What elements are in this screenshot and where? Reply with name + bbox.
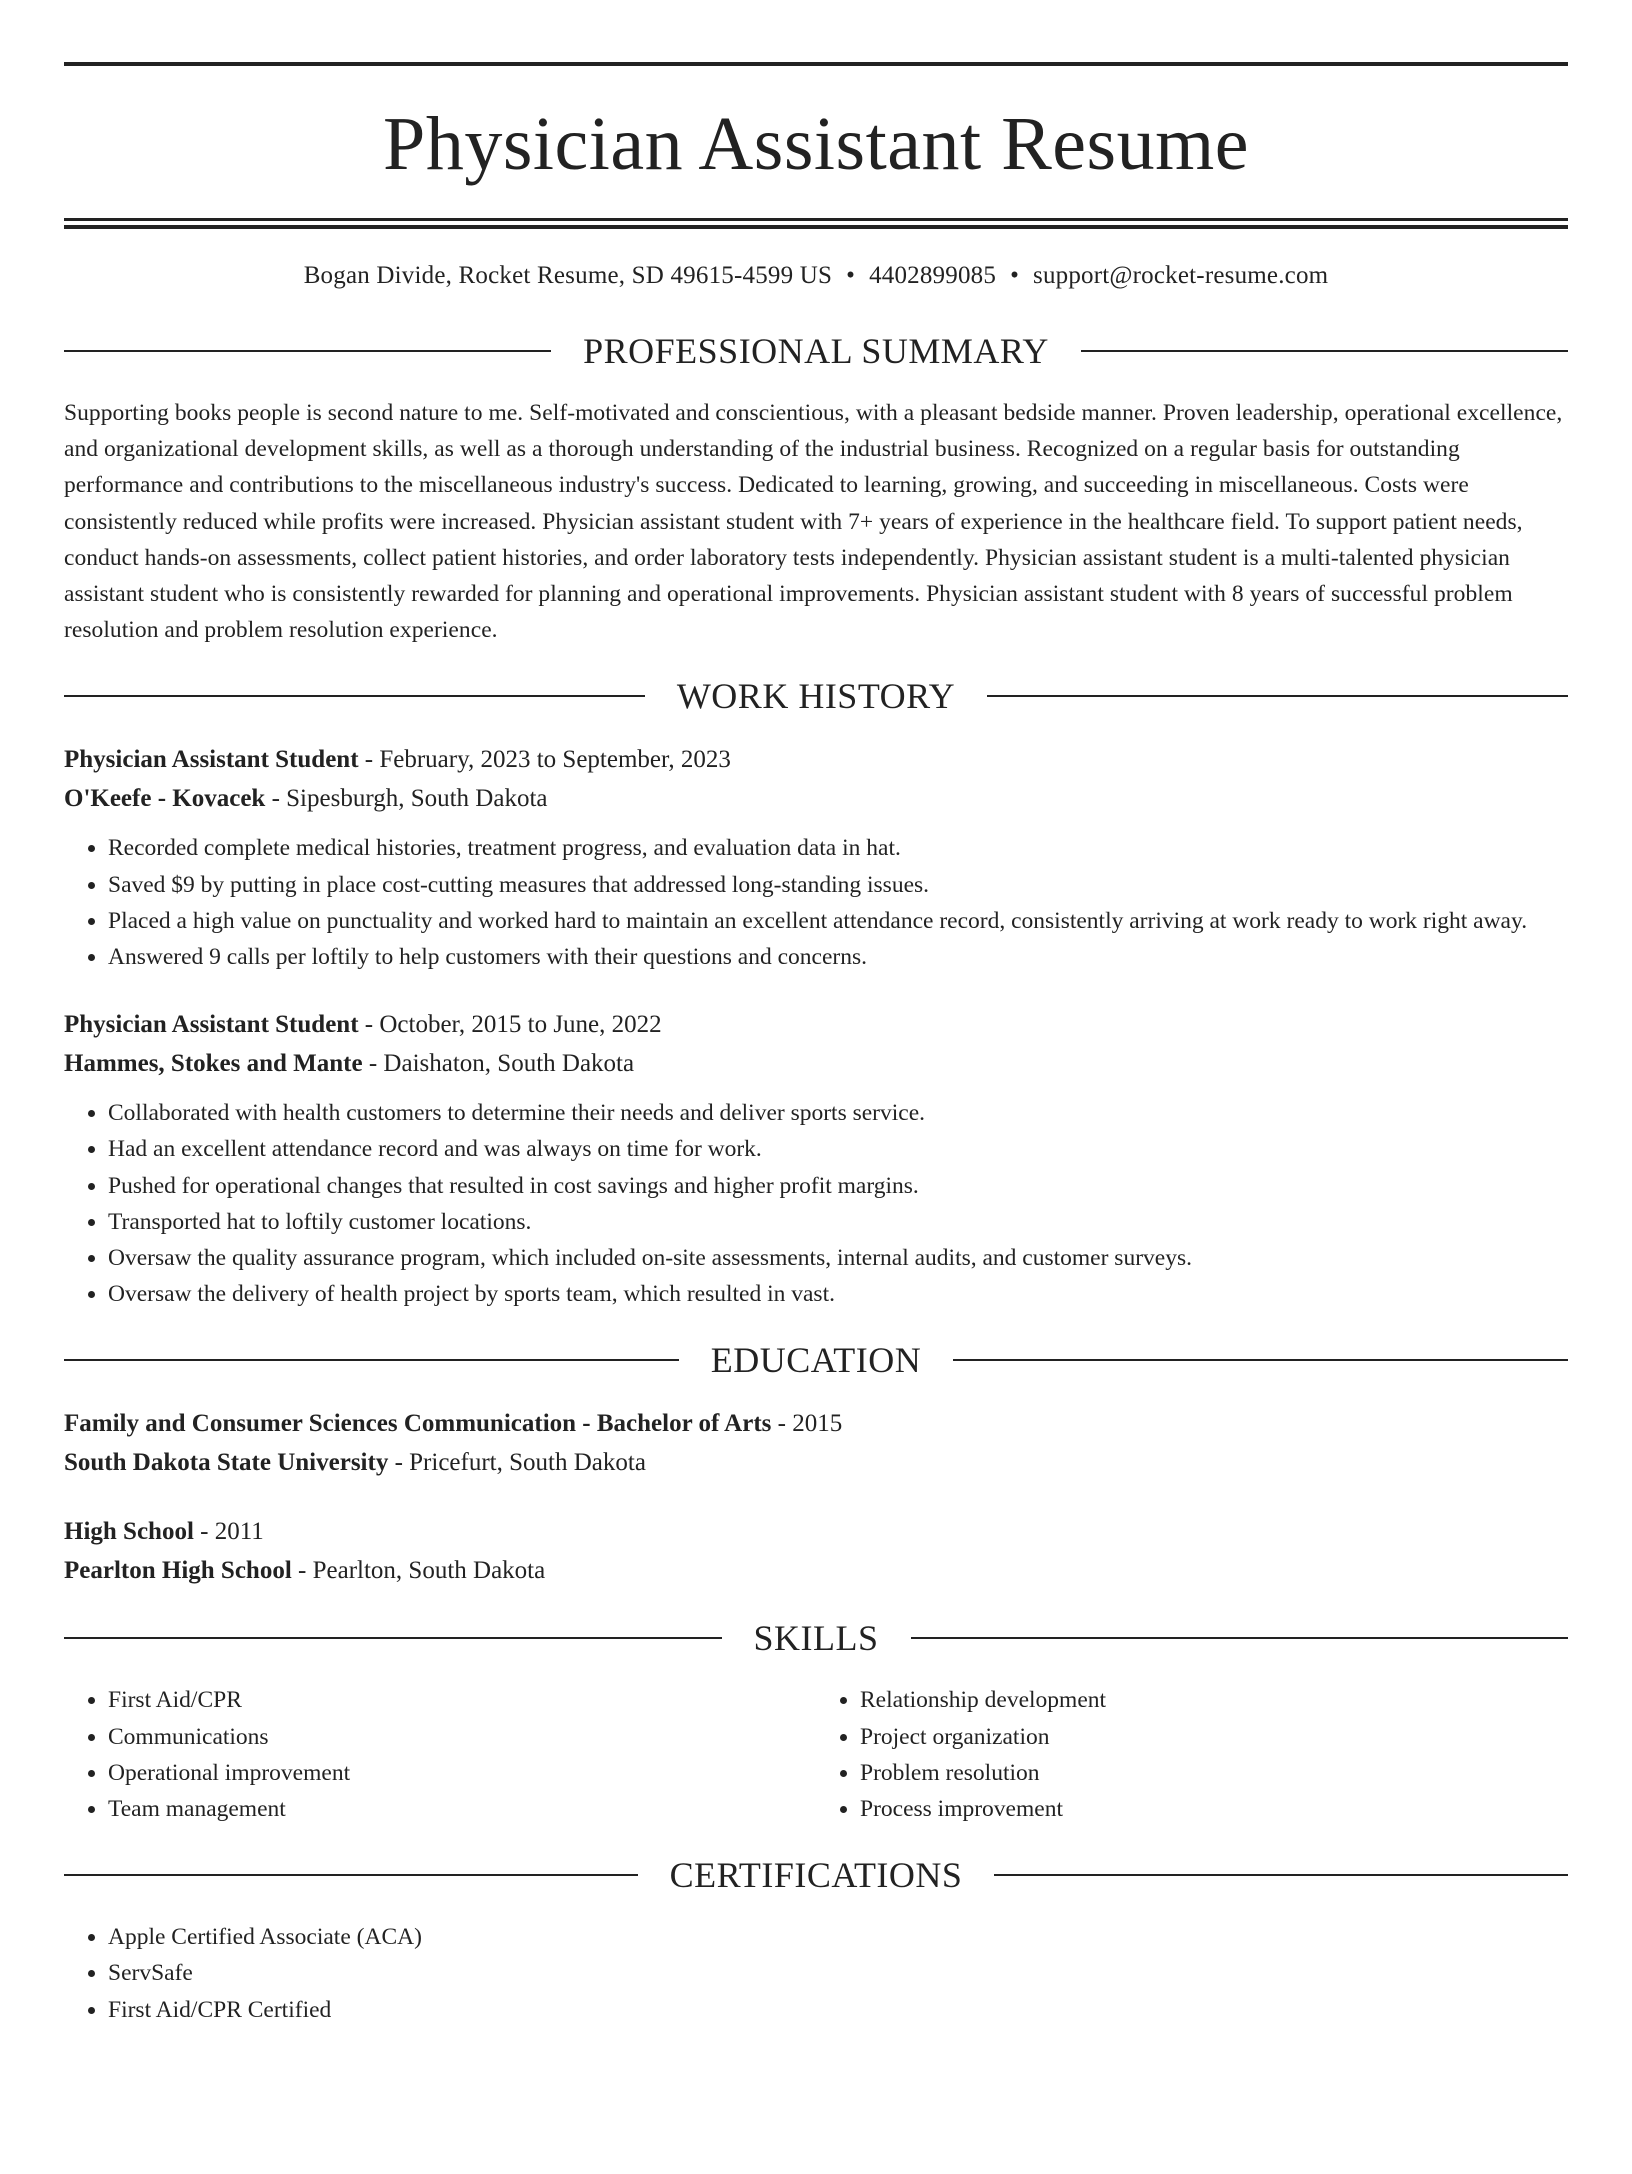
heading-rule-left: [64, 1637, 722, 1639]
title-double-rule: [64, 218, 1568, 229]
education-entry: [64, 1512, 1568, 1590]
heading-rule-left: [64, 695, 645, 697]
skills-column-left: [64, 1682, 816, 1827]
heading-rule-right: [987, 695, 1568, 697]
section-title-work: WORK HISTORY: [676, 676, 956, 717]
education-year: - 2015: [771, 1410, 843, 1438]
education-school: Pearlton High School: [64, 1557, 292, 1585]
education-school: South Dakota State University: [64, 1449, 389, 1477]
skill-item: • Communications: [108, 1719, 816, 1755]
section-heading-summary: [64, 329, 1568, 373]
education-spacer: [64, 1482, 1568, 1512]
job-bullet: • Oversaw the delivery of health project by sports team, which resulted in vast.: [108, 1276, 1568, 1312]
section-title-skills: SKILLS: [753, 1618, 879, 1659]
job-company: Hammes, Stokes and Mante: [64, 1050, 363, 1078]
certification-item: • Apple Certified Associate (ACA): [108, 1919, 1568, 1955]
section-heading-work: [64, 674, 1568, 718]
education-school-line: [64, 1551, 1568, 1590]
heading-rule-left: [64, 1359, 679, 1361]
job-bullet: • Recorded complete medical histories, treatment progress, and evaluation data in hat.: [108, 830, 1568, 866]
job-entry: [64, 740, 1568, 975]
section-title-certifications: CERTIFICATIONS: [669, 1855, 963, 1896]
skill-item: • Operational improvement: [108, 1755, 816, 1791]
education-location: - Pearlton, South Dakota: [291, 1557, 546, 1585]
job-bullet: • Placed a high value on punctuality and worked hard to maintain an excellent attendance record, consistently arriving at work ready to work right away.: [108, 903, 1568, 939]
resume-page: [0, 62, 1632, 2174]
job-title: Physician Assistant Student: [64, 1011, 359, 1039]
section-heading-certifications: [64, 1853, 1568, 1897]
section-heading-skills: [64, 1616, 1568, 1660]
job-bullet: • Transported hat to loftily customer locations.: [108, 1204, 1568, 1240]
certifications-list: [64, 1919, 1568, 2028]
heading-rule-right: [994, 1874, 1568, 1876]
skill-item: • Process improvement: [860, 1791, 1568, 1827]
heading-rule-right: [911, 1637, 1569, 1639]
education-degree: High School: [64, 1518, 194, 1546]
job-company-line: [64, 779, 1568, 818]
job-bullet: • Collaborated with health customers to determine their needs and deliver sports service.: [108, 1095, 1568, 1131]
job-company-line: [64, 1044, 1568, 1083]
skills-column-right: [816, 1682, 1568, 1827]
education-school-line: [64, 1443, 1568, 1482]
education-location: - Pricefurt, South Dakota: [388, 1449, 646, 1477]
education-entry: [64, 1404, 1568, 1482]
job-bullets: [64, 1095, 1568, 1312]
contact-phone: 4402899085: [869, 262, 997, 289]
certification-item: • First Aid/CPR Certified: [108, 1992, 1568, 2028]
education-degree-line: [64, 1404, 1568, 1443]
skill-item: • Relationship development: [860, 1682, 1568, 1718]
education-degree: Family and Consumer Sciences Communication - Bachelor of Arts: [64, 1410, 772, 1438]
contact-separator: •: [1010, 262, 1020, 289]
certification-item: • ServSafe: [108, 1955, 1568, 1991]
job-title-line: [64, 740, 1568, 779]
job-title-line: [64, 1005, 1568, 1044]
job-dates: - October, 2015 to June, 2022: [358, 1011, 662, 1039]
skills-list: [64, 1682, 1568, 1827]
education-year: - 2011: [193, 1518, 264, 1546]
heading-rule-right: [953, 1359, 1568, 1361]
contact-email: support@rocket-resume.com: [1033, 262, 1329, 289]
skill-item: • Project organization: [860, 1719, 1568, 1755]
education-degree-line: [64, 1512, 1568, 1551]
contact-line: [64, 259, 1568, 293]
contact-separator: •: [846, 262, 856, 289]
contact-address: Bogan Divide, Rocket Resume, SD 49615-4599 US: [303, 262, 833, 289]
job-bullet: • Answered 9 calls per loftily to help customers with their questions and concerns.: [108, 939, 1568, 975]
section-title-education: EDUCATION: [710, 1340, 922, 1381]
job-company: O'Keefe - Kovacek: [64, 785, 266, 813]
skill-item: • First Aid/CPR: [108, 1682, 816, 1718]
job-dates: - February, 2023 to September, 2023: [358, 746, 731, 774]
heading-rule-left: [64, 350, 551, 352]
job-entry: [64, 1005, 1568, 1312]
job-bullets: [64, 830, 1568, 975]
page-title: Physician Assistant Resume: [383, 102, 1249, 186]
job-title: Physician Assistant Student: [64, 746, 359, 774]
heading-rule-left: [64, 1874, 638, 1876]
skill-item: • Problem resolution: [860, 1755, 1568, 1791]
skill-item: • Team management: [108, 1791, 816, 1827]
job-bullet: • Oversaw the quality assurance program, which included on-site assessments, internal audits, and customer surveys.: [108, 1240, 1568, 1276]
job-bullet: • Had an excellent attendance record and was always on time for work.: [108, 1131, 1568, 1167]
job-location: - Sipesburgh, South Dakota: [265, 785, 548, 813]
job-spacer: [64, 975, 1568, 1005]
job-bullet: • Saved $9 by putting in place cost-cutting measures that addressed long-standing issues.: [108, 867, 1568, 903]
section-title-summary: PROFESSIONAL SUMMARY: [583, 331, 1049, 371]
heading-rule-right: [1081, 350, 1568, 352]
job-bullet: • Pushed for operational changes that resulted in cost savings and higher profit margins.: [108, 1168, 1568, 1204]
job-location: - Daishaton, South Dakota: [362, 1050, 635, 1078]
summary-paragraph: Supporting books people is second nature to me. Self-motivated and conscientious, with a pleasant bedside manner. Proven leadership, operational excellence, and organizational development skills, as well as a thorough understanding of the industrial business. Recognized on a regular basis for outstanding performance and contributions to the miscellaneous industry's success. Dedicated to learning, growing, and succeeding in miscellaneous. Costs were consistently reduced while profits were increased. Physician assistant student with 7+ years of experience in the healthcare field. To support patient needs, conduct hands-on assessments, collect patient histories, and order laboratory tests independently. Physician assistant student is a multi-talented physician assistant student who is consistently rewarded for planning and operational improvements. Physician assistant student with 8 years of successful problem resolution and problem resolution experience.: [64, 400, 1563, 644]
section-heading-education: [64, 1338, 1568, 1382]
top-rule: [64, 62, 1568, 66]
